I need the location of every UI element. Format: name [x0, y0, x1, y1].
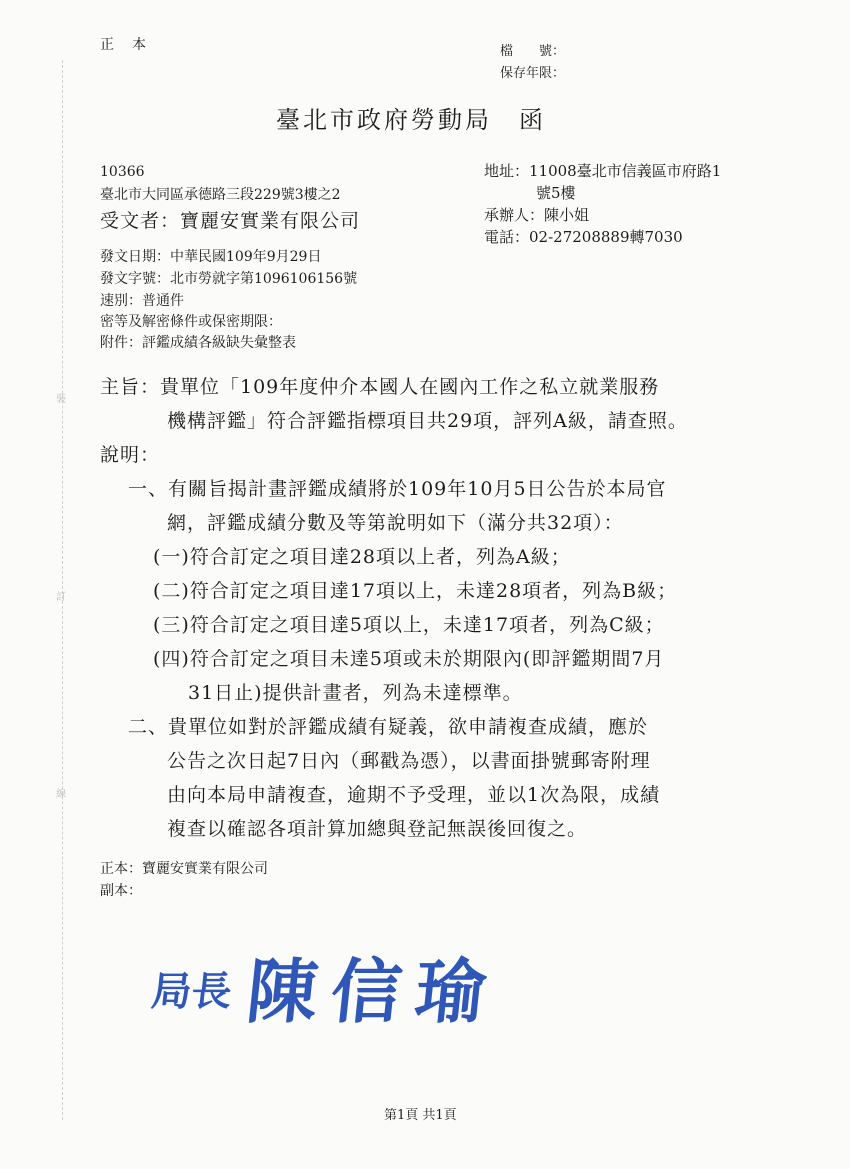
fold-mark-bind: 裝 — [56, 394, 66, 405]
security-level: 密等及解密條件或保密期限： — [100, 314, 282, 330]
file-number-label: 檔 號： — [500, 44, 566, 59]
sender-address-line1: 地址：11008臺北市信義區市府路1 — [484, 162, 722, 180]
attachment: 附件：評鑑成績各級缺失彙整表 — [100, 335, 296, 351]
duplicate-copy-recipient: 副本： — [100, 883, 142, 899]
fold-mark-staple: 訂 — [56, 592, 66, 603]
speed-class: 速別：普通件 — [100, 293, 184, 309]
sender-contact: 承辦人：陳小姐 — [484, 206, 590, 224]
sender-phone: 電話：02-27208889轉7030 — [484, 228, 683, 246]
recipient-postcode: 10366 — [100, 164, 145, 180]
subject-line2: 機構評鑑」符合評鑑指標項目共29項，評列A級，請查照。 — [167, 410, 688, 432]
explanation-sub1: (一)符合訂定之項目達28項以上者，列為A級； — [153, 546, 571, 568]
explanation-item2-line1: 二、貴單位如對於評鑑成績有疑義，欲申請複查成績，應於 — [128, 716, 649, 738]
recipient-name: 受文者：寶麗安實業有限公司 — [100, 210, 361, 232]
sender-address-line2: 號5樓 — [536, 184, 576, 202]
explanation-sub4-line1: (四)符合訂定之項目未達5項或未於期限內(即評鑑期間7月 — [153, 648, 665, 670]
explanation-item2-line4: 複查以確認各項計算加總與登記無誤後回復之。 — [167, 818, 588, 840]
explanation-item2-line3: 由向本局申請複查，逾期不予受理，並以1次為限，成績 — [167, 784, 661, 806]
explanation-item1-line1: 一、有關旨揭計畫評鑑成績將於109年10月5日公告於本局官 — [128, 478, 667, 500]
copy-type-label: 正 本 — [100, 37, 148, 53]
signature-name: 陳信瑜 — [243, 950, 504, 1033]
signature-title: 局長 — [149, 968, 235, 1015]
page-title: 臺北市政府勞動局 函 — [276, 106, 546, 134]
explanation-sub3: (三)符合訂定之項目達5項以上，未達17項者，列為C級； — [153, 614, 665, 636]
page-number: 第1頁 共1頁 — [384, 1108, 457, 1123]
subject-line1: 主旨：貴單位「109年度仲介本國人在國內工作之私立就業服務 — [100, 376, 660, 398]
explanation-heading: 說明： — [100, 444, 161, 466]
doc-number: 發文字號：北市勞就字第1096106156號 — [100, 271, 358, 287]
explanation-item2-line2: 公告之次日起7日內（郵戳為憑），以書面掛號郵寄附理 — [167, 750, 651, 772]
original-copy-recipient: 正本：寶麗安實業有限公司 — [100, 861, 268, 877]
explanation-sub4-line2: 31日止)提供計畫者，列為未達標準。 — [188, 682, 523, 704]
issue-date: 發文日期：中華民國109年9月29日 — [100, 249, 322, 265]
explanation-sub2: (二)符合訂定之項目達17項以上，未達28項者，列為B級； — [153, 580, 678, 602]
explanation-item1-line2: 網，評鑑成績分數及等第說明如下（滿分共32項）： — [167, 512, 624, 534]
retention-label: 保存年限： — [500, 66, 566, 81]
fold-mark-line: 線 — [56, 789, 66, 800]
recipient-address: 臺北市大同區承德路三段229號3樓之2 — [100, 187, 341, 203]
